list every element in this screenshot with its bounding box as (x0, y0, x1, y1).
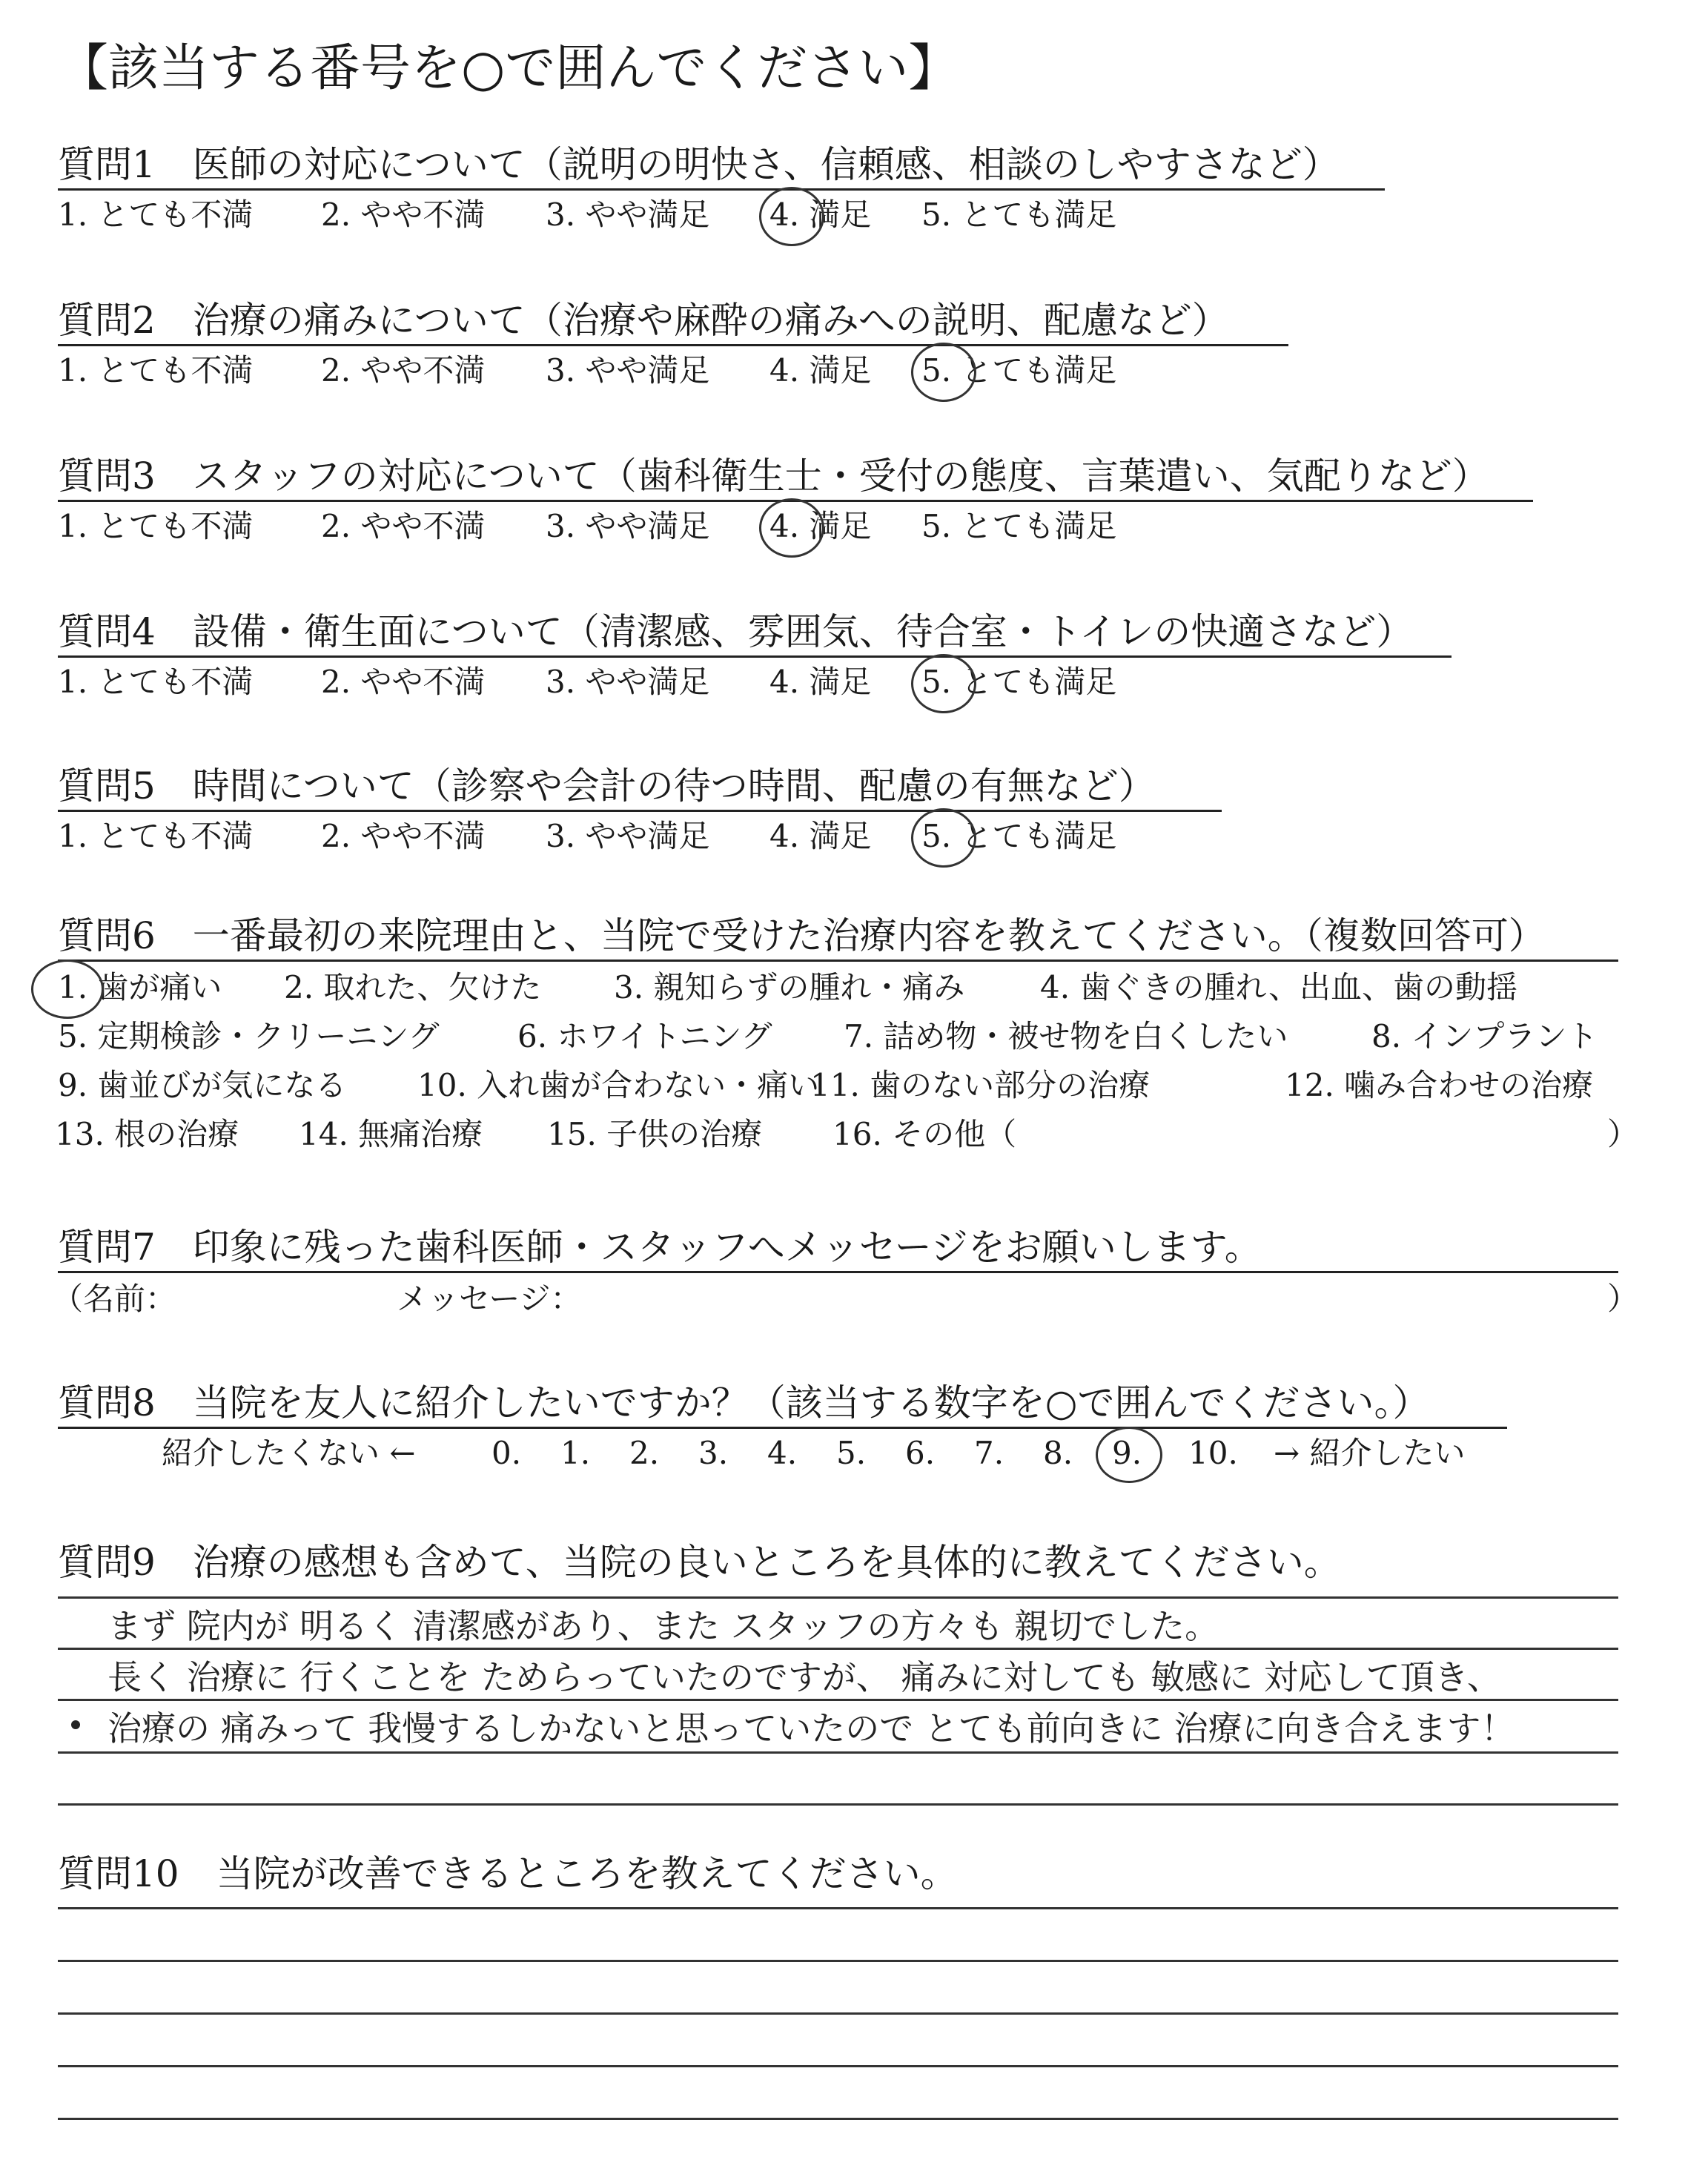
rating-option-2[interactable]: 2. やや不満 (321, 508, 486, 544)
question-10-label: 質問10 当院が改善できるところを教えてください。 (58, 1852, 958, 1895)
selected-circle (31, 960, 104, 1019)
question-2-label: 質問2 治療の痛みについて（治療や麻酔の痛みへの説明、配慮など） (58, 299, 1229, 342)
rating-option-1[interactable]: 1. とても不満 (58, 664, 254, 700)
q9-handwritten-line-1: まず 院内が 明るく 清潔感があり、また スタッフの方々も 親切でした。 (107, 1606, 1219, 1646)
question-3-label: 質問3 スタッフの対応について（歯科衛生士・受付の態度、言葉遣い、気配りなど） (58, 455, 1489, 498)
rating-option-4[interactable]: 4. 満足 (769, 664, 872, 700)
q8-option-7[interactable]: 7. (974, 1435, 1004, 1471)
q6-option-2[interactable]: 2. 取れた、欠けた (284, 969, 542, 1005)
q9-ink-dot (71, 1720, 80, 1729)
question-8-underline (58, 1427, 1507, 1429)
selected-circle (759, 498, 824, 558)
q6-close-paren: ） (1607, 1116, 1639, 1152)
q8-option-0[interactable]: 0. (491, 1435, 522, 1471)
question-2-options (58, 350, 1170, 394)
q8-option-1[interactable]: 1. (560, 1435, 591, 1471)
question-1-options (58, 194, 1170, 239)
q6-option-10[interactable]: 10. 入れ歯が合わない・痛い (417, 1067, 820, 1103)
q9-handwritten-line-3: 治療の 痛みって 我慢するしかないと思っていたので とても前向きに 治療に向き合えます！ (107, 1708, 1515, 1748)
rating-option-2[interactable]: 2. やや不満 (321, 664, 486, 700)
question-7-underline (58, 1271, 1618, 1273)
q6-option-14[interactable]: 14. 無痛治療 (299, 1116, 483, 1152)
rating-option-5[interactable]: 5. とても満足 (921, 818, 1117, 854)
q10-answer-line (58, 2012, 1618, 2015)
question-9-label: 質問9 治療の感想も含めて、当院の良いところを具体的に教えてください。 (58, 1541, 1341, 1584)
question-7-close-paren: ） (1607, 1281, 1639, 1317)
q8-right-label: → 紹介したい (1274, 1435, 1466, 1471)
q6-option-6[interactable]: 6. ホワイトニング (517, 1018, 772, 1054)
q8-option-8[interactable]: 8. (1043, 1435, 1073, 1471)
selected-circle (911, 654, 976, 713)
q8-option-10[interactable]: 10. (1188, 1435, 1238, 1471)
q8-option-4[interactable]: 4. (767, 1435, 798, 1471)
rating-option-1[interactable]: 1. とても不満 (58, 196, 254, 233)
q6-option-9[interactable]: 9. 歯並びが気になる (58, 1067, 347, 1103)
rating-option-5[interactable]: 5. とても満足 (921, 664, 1117, 700)
q6-option-11[interactable]: 11. 歯のない部分の治療 (810, 1067, 1151, 1103)
rating-option-3[interactable]: 3. やや満足 (546, 196, 710, 233)
question-5-underline (58, 810, 1222, 812)
question-5-label: 質問5 時間について（診察や会計の待つ時間、配慮の有無など） (58, 764, 1156, 807)
rating-option-3[interactable]: 3. やや満足 (546, 664, 710, 700)
rating-option-2[interactable]: 2. やや不満 (321, 818, 486, 854)
rating-option-1[interactable]: 1. とても不満 (58, 818, 254, 854)
selected-circle (911, 808, 976, 868)
rating-option-4[interactable]: 4. 満足 (769, 352, 872, 389)
q8-option-9[interactable]: 9. (1112, 1435, 1142, 1471)
question-7-label: 質問7 印象に残った歯科医師・スタッフへメッセージをお願いします。 (58, 1226, 1262, 1269)
q10-answer-line (58, 2118, 1618, 2120)
rating-option-5[interactable]: 5. とても満足 (921, 196, 1117, 233)
q9-answer-line (58, 1751, 1618, 1754)
selected-circle (759, 187, 824, 246)
question-8-label: 質問8 当院を友人に紹介したいですか？（該当する数字を○で囲んでください。） (58, 1381, 1430, 1424)
question-6-underline (58, 960, 1618, 962)
q6-option-16[interactable]: 16. その他（ (833, 1116, 1017, 1152)
question-4-label: 質問4 設備・衛生面について（清潔感、雰囲気、待合室・トイレの快適さなど） (58, 610, 1414, 653)
question-2-underline (58, 344, 1288, 346)
q6-option-3[interactable]: 3. 親知らずの腫れ・痛み (614, 969, 965, 1005)
rating-option-4[interactable]: 4. 満足 (769, 508, 872, 544)
rating-option-2[interactable]: 2. やや不満 (321, 196, 486, 233)
q8-option-5[interactable]: 5. (836, 1435, 867, 1471)
q6-option-4[interactable]: 4. 歯ぐきの腫れ、出血、歯の動揺 (1040, 969, 1517, 1005)
q10-answer-line (58, 2065, 1618, 2067)
question-8-scale (58, 1433, 1629, 1477)
rating-option-3[interactable]: 3. やや満足 (546, 818, 710, 854)
q6-option-15[interactable]: 15. 子供の治療 (547, 1116, 763, 1152)
q10-answer-line (58, 1960, 1618, 1962)
q8-option-3[interactable]: 3. (698, 1435, 729, 1471)
question-1-underline (58, 188, 1385, 191)
question-4-options (58, 661, 1170, 706)
rating-option-3[interactable]: 3. やや満足 (546, 352, 710, 389)
rating-option-2[interactable]: 2. やや不満 (321, 352, 486, 389)
q8-option-2[interactable]: 2. (629, 1435, 660, 1471)
rating-option-5[interactable]: 5. とても満足 (921, 508, 1117, 544)
rating-option-1[interactable]: 1. とても不満 (58, 508, 254, 544)
question-7-name-label: （名前： (52, 1281, 177, 1317)
question-4-underline (58, 655, 1452, 658)
q8-option-6[interactable]: 6. (905, 1435, 936, 1471)
question-6-label: 質問6 一番最初の来院理由と、当院で受けた治療内容を教えてください。（複数回答可） (58, 914, 1546, 957)
question-5-options (58, 816, 1170, 860)
q6-option-1[interactable]: 1. 歯が痛い (58, 969, 222, 1005)
rating-option-4[interactable]: 4. 満足 (769, 196, 872, 233)
q10-answer-line (58, 1907, 1618, 1909)
q9-answer-line (58, 1596, 1618, 1599)
q9-answer-line (58, 1803, 1618, 1806)
q6-option-7[interactable]: 7. 詰め物・被せ物を白くしたい (844, 1018, 1288, 1054)
selected-circle (911, 343, 976, 402)
rating-option-1[interactable]: 1. とても不満 (58, 352, 254, 389)
q6-option-13[interactable]: 13. 根の治療 (55, 1116, 239, 1152)
selected-circle (1096, 1427, 1162, 1483)
question-7-message-label: メッセージ： (397, 1281, 582, 1317)
question-1-label: 質問1 医師の対応について（説明の明快さ、信頼感、相談のしやすさなど） (58, 143, 1340, 186)
rating-option-5[interactable]: 5. とても満足 (921, 352, 1117, 389)
q6-option-12[interactable]: 12. 噛み合わせの治療 (1285, 1067, 1594, 1103)
question-3-options (58, 506, 1170, 550)
page-title: 【該当する番号を○で囲んでください】 (58, 39, 959, 98)
q6-option-5[interactable]: 5. 定期検診・クリーニング (58, 1018, 440, 1054)
q9-handwritten-line-2: 長く 治療に 行くことを ためらっていたのですが、 痛みに対しても 敏感に 対応して頂き、 (107, 1657, 1501, 1697)
rating-option-4[interactable]: 4. 満足 (769, 818, 872, 854)
rating-option-3[interactable]: 3. やや満足 (546, 508, 710, 544)
q8-left-label: 紹介したくない ← (162, 1435, 416, 1471)
q6-option-8[interactable]: 8. インプラント (1371, 1018, 1598, 1054)
